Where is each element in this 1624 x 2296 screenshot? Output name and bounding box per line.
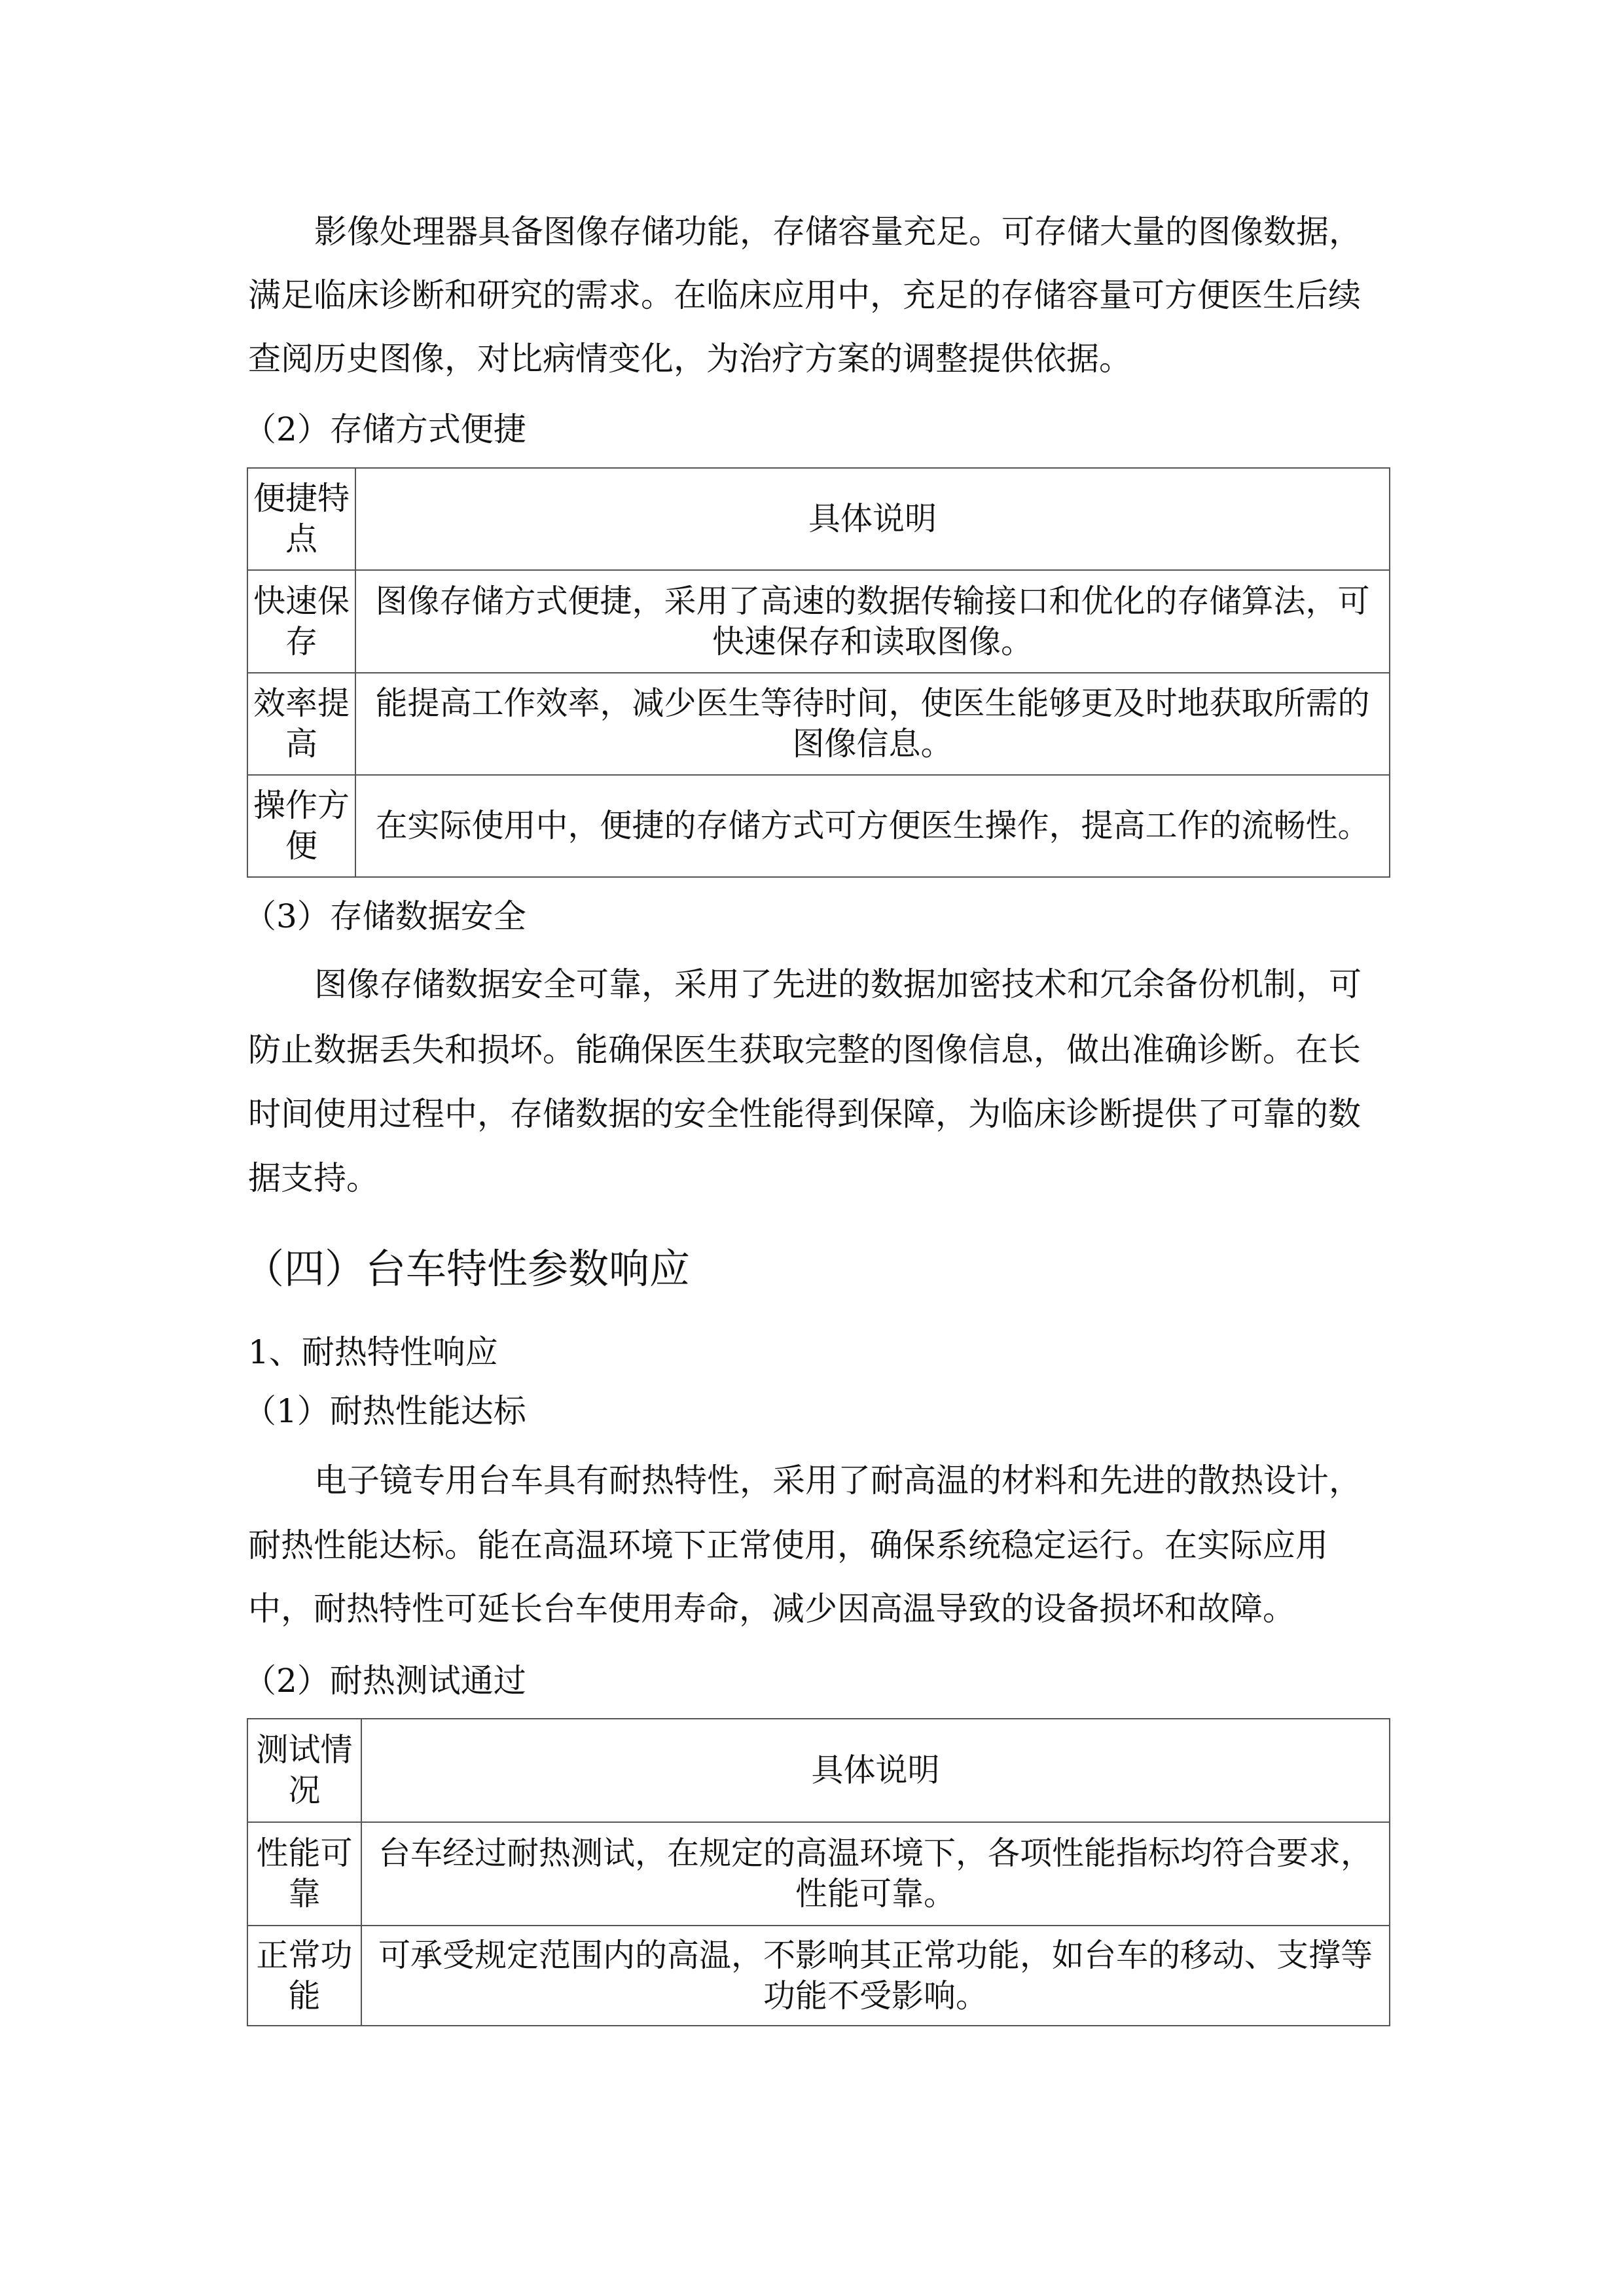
table-heat-test — [247, 1718, 1390, 2026]
section-heading: （四）台车特性参数响应 — [244, 1245, 691, 1293]
table-row — [247, 1926, 1390, 2026]
header-cell: 便捷特点 — [247, 468, 355, 570]
table-cell: 操作方便 — [247, 775, 355, 877]
table-storage-convenience — [247, 467, 1390, 878]
table-cell: 效率提高 — [247, 673, 355, 775]
table-cell: 台车经过耐热测试，在规定的高温环境下，各项性能指标均符合要求，性能可靠。 — [361, 1822, 1390, 1926]
table-header-row — [247, 468, 1390, 570]
table-row — [247, 570, 1390, 673]
table-cell: 性能可靠 — [247, 1822, 361, 1926]
subheading-heat-test: （2）耐热测试通过 — [244, 1662, 526, 1700]
text-line: 电子镜专用台车具有耐热特性，采用了耐高温的材料和先进的散热设计， — [314, 1462, 1362, 1499]
subheading-heat-performance: （1）耐热性能达标 — [244, 1392, 526, 1430]
table-row — [247, 673, 1390, 775]
table-cell: 能提高工作效率，减少医生等待时间，使医生能够更及时地获取所需的图像信息。 — [355, 673, 1390, 775]
table-cell: 快速保存 — [247, 570, 355, 673]
text-line: 满足临床诊断和研究的需求。在临床应用中，充足的存储容量可方便医生后续 — [248, 276, 1361, 314]
text-line: 影像处理器具备图像存储功能，存储容量充足。可存储大量的图像数据， — [314, 213, 1362, 251]
text-line: 防止数据丢失和损坏。能确保医生获取完整的图像信息，做出准确诊断。在长 — [248, 1031, 1361, 1069]
subheading-storage-method: （2）存储方式便捷 — [244, 410, 526, 448]
text-line: 查阅历史图像，对比病情变化，为治疗方案的调整提供依据。 — [248, 340, 1132, 378]
text-line: 耐热性能达标。能在高温环境下正常使用，确保系统稳定运行。在实际应用 — [248, 1526, 1328, 1564]
header-cell: 具体说明 — [355, 468, 1390, 570]
table-cell: 在实际使用中，便捷的存储方式可方便医生操作，提高工作的流畅性。 — [355, 775, 1390, 877]
text-line: 据支持。 — [248, 1159, 379, 1197]
table-row — [247, 1822, 1390, 1926]
table-row — [247, 775, 1390, 877]
table-cell: 正常功能 — [247, 1926, 361, 2026]
table-cell: 图像存储方式便捷，采用了高速的数据传输接口和优化的存储算法，可快速保存和读取图像。 — [355, 570, 1390, 673]
header-cell: 具体说明 — [361, 1719, 1390, 1822]
header-cell: 测试情况 — [247, 1719, 361, 1822]
text-line: 时间使用过程中，存储数据的安全性能得到保障，为临床诊断提供了可靠的数 — [248, 1095, 1361, 1133]
table-cell: 可承受规定范围内的高温，不影响其正常功能，如台车的移动、支撑等功能不受影响。 — [361, 1926, 1390, 2026]
subsection-heading: 1、耐热特性响应 — [248, 1333, 498, 1371]
text-line: 中，耐热特性可延长台车使用寿命，减少因高温导致的设备损坏和故障。 — [248, 1590, 1295, 1628]
table-header-row — [247, 1719, 1390, 1822]
text-line: 图像存储数据安全可靠，采用了先进的数据加密技术和冗余备份机制，可 — [314, 965, 1362, 1003]
subheading-data-security: （3）存储数据安全 — [244, 897, 526, 935]
